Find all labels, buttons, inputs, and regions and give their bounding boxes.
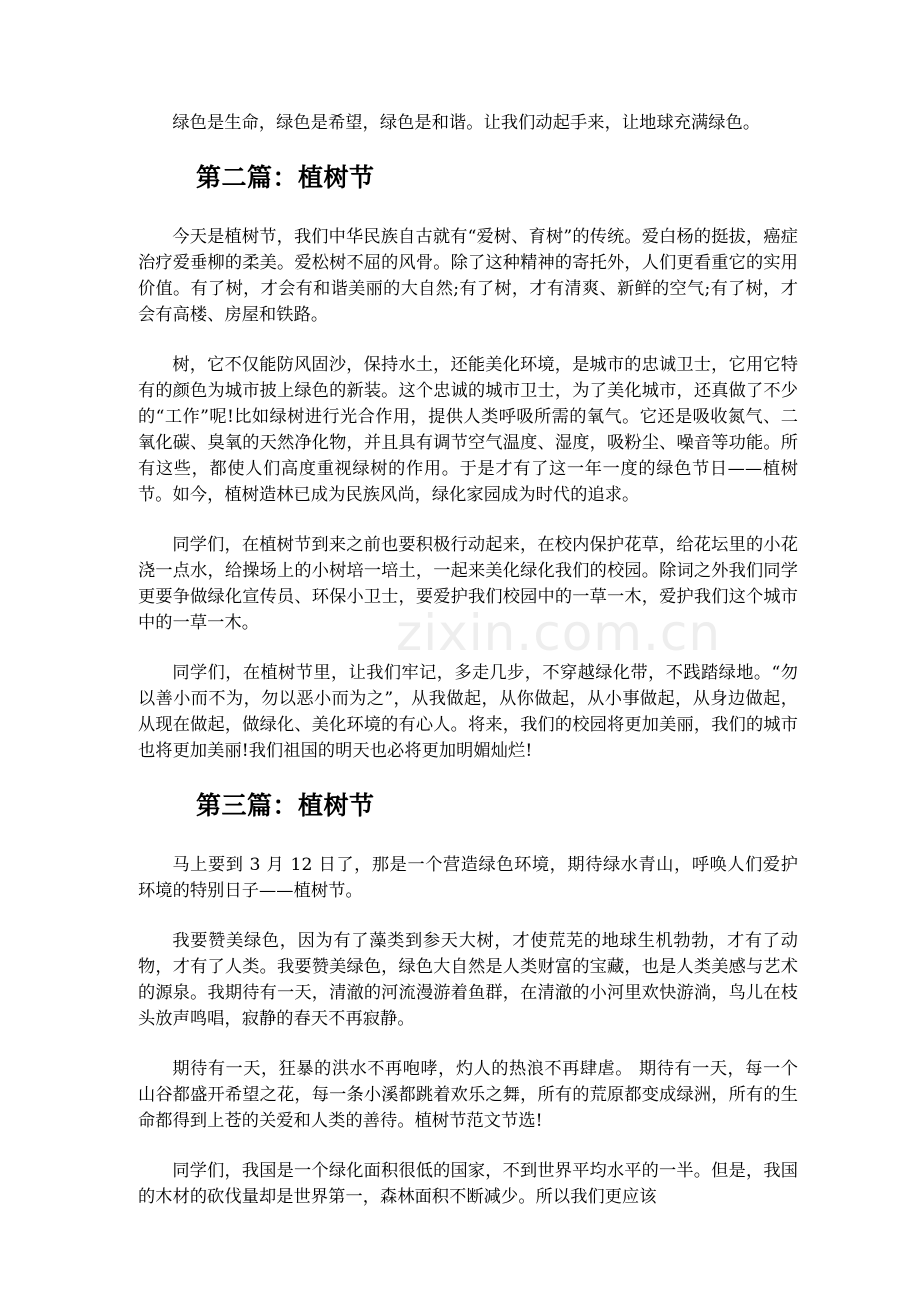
- intro-section: [138, 110, 798, 136]
- section-2-paragraph-3: 同学们，在植树节到来之前也要积极行动起来，在校内保护花草，给花坛里的小花浇一点水，给操场上的小树培一培土，一起来美化绿化我们的校园。除词之外我们同学更要争做绿化宣传员、环保小卫士，要爱护我们校园中的一草一木，爱护我们这个城市中的一草一木。: [138, 535, 798, 633]
- section-3-paragraph-3: 期待有一天，狂暴的洪水不再咆哮，灼人的热浪不再肆虐。 期待有一天，每一个山谷都盛开希望之花，每一条小溪都跳着欢乐之舞，所有的荒原都变成绿洲，所有的生命都得到上苍的关爱和人类的善待。植树节范文节选!: [138, 1059, 798, 1131]
- section-3: [138, 788, 798, 1210]
- section-2-title: 第二篇：植树节: [196, 163, 375, 192]
- section-2-paragraph-2: 树，它不仅能防风固沙，保持水土，还能美化环境，是城市的忠诚卫士，它用它特有的颜色为城市披上绿色的新装。这个忠诚的城市卫士，为了美化城市，还真做了不少的“工作”呢!比如绿树进行光合作用，提供人类呼吸所需的氧气。它还是吸收氮气、二氧化碳、臭氧的天然净化物，并且具有调节空气温度、湿度，吸粉尘、噪音等功能。所有这些，都使人们高度重视绿树的作用。于是才有了这一年一度的绿色节日——植树节。如今，植树造林已成为民族风尚，绿化家园成为时代的追求。: [138, 355, 798, 505]
- section-3-paragraph-1: 马上要到 3 月 12 日了，那是一个营造绿色环境，期待绿水青山，呼唤人们爱护环境的特别日子——植树节。: [138, 855, 798, 901]
- watermark: zixin.com.cn: [396, 604, 722, 662]
- section-2-paragraph-1: 今天是植树节，我们中华民族自古就有“爱树、育树”的传统。爱白杨的挺拔，癌症治疗爱垂柳的柔美。爱松树不屈的风骨。除了这种精神的寄托外，人们更看重它的实用价值。有了树，才会有和谐美丽的大自然;有了树，才有清爽、新鲜的空气;有了树，才会有高楼、房屋和铁路。: [138, 227, 798, 325]
- section-3-paragraph-4: 同学们，我国是一个绿化面积很低的国家，不到世界平均水平的一半。但是，我国的木材的砍伐量却是世界第一，森林面积不断减少。所以我们更应该: [138, 1161, 798, 1207]
- document-page: [138, 110, 798, 1234]
- section-2-paragraph-4: 同学们，在植树节里，让我们牢记，多走几步，不穿越绿化带，不践踏绿地。“勿以善小而不为，勿以恶小而为之”，从我做起，从你做起，从小事做起，从身边做起，从现在做起，做绿化、美化环境的有心人。将来，我们的校园将更加美丽，我们的城市也将更加美丽!我们祖国的明天也必将更加明媚灿烂!: [138, 663, 798, 761]
- section-2: [138, 160, 798, 764]
- section-3-title: 第三篇：植树节: [196, 791, 375, 820]
- intro-paragraph: 绿色是生命，绿色是希望，绿色是和谐。让我们动起手来，让地球充满绿色。: [172, 113, 761, 133]
- section-3-paragraph-2: 我要赞美绿色，因为有了藻类到参天大树，才使荒芜的地球生机勃勃，才有了动物，才有了人类。我要赞美绿色，绿色大自然是人类财富的宝藏，也是人类美感与艺术的源泉。我期待有一天，清澈的河流漫游着鱼群，在清澈的小河里欢快游淌，鸟儿在枝头放声鸣唱，寂静的春天不再寂静。: [138, 931, 798, 1029]
